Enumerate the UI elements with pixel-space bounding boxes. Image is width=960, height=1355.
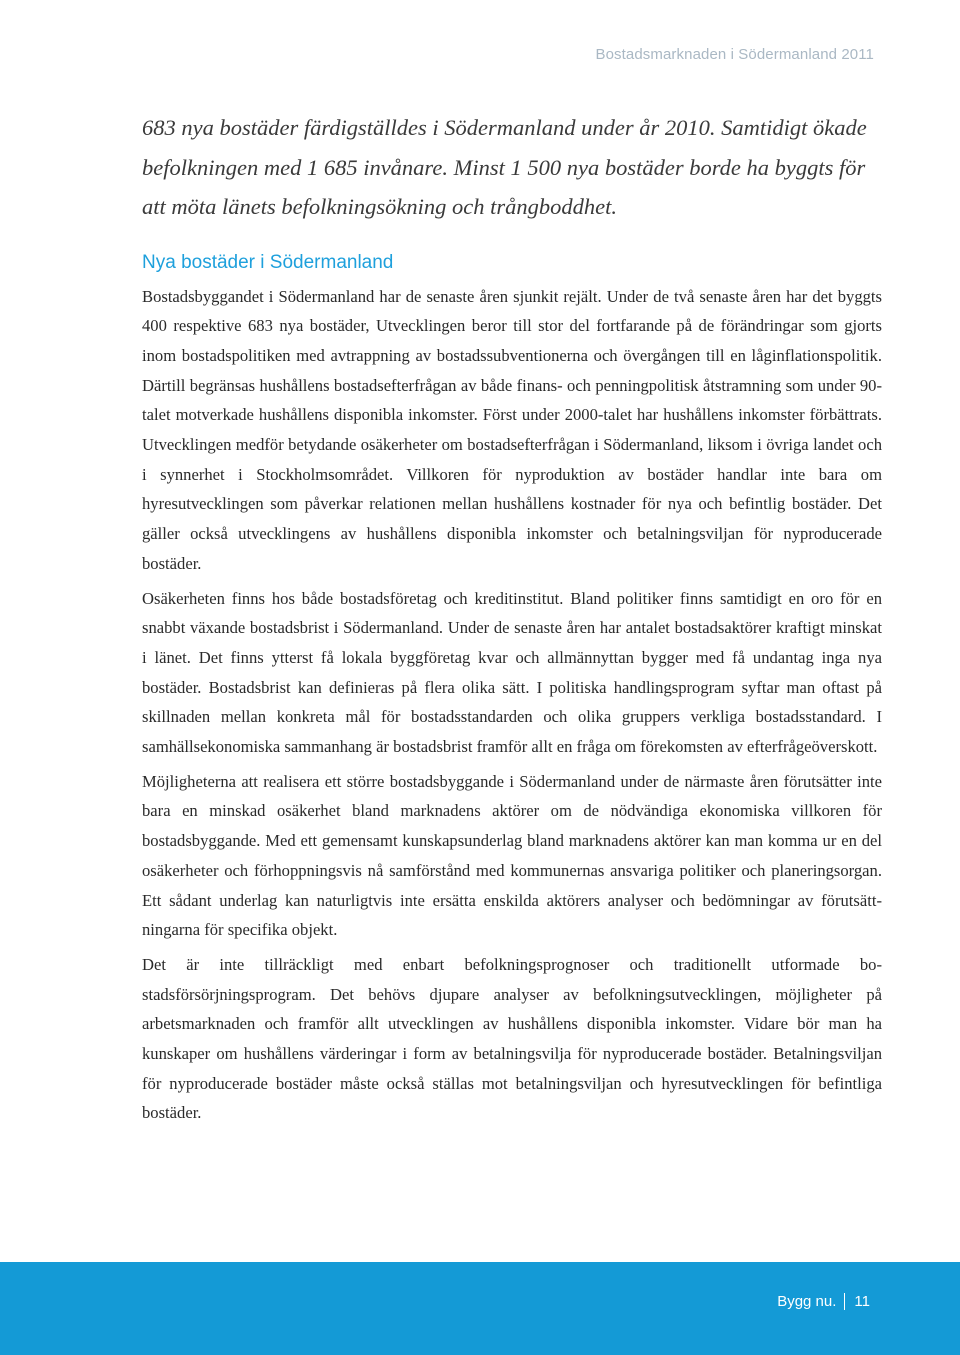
body-paragraph: Möjligheterna att realisera ett större bostadsbyggande i Södermanland under de närmaste åren förutsätter inte bara en minskad osäkerhet bland marknadens aktörer om de nödvändiga ekonomiska villkoren för bostadsbyggande. Med ett gemensamt kunskapsunderlag bland marknadens aktörer kan man komma ur en del osäkerheter och förhoppningsvis nå samförstånd med kommunernas ansvariga politiker och planeringsorgan. Ett sådant underlag kan naturligtvis inte ersätta enskilda aktörers analyser och bedömningar av förutsättningarna för specifika objekt. — [142, 771, 882, 940]
section-heading: Nya bostäder i Södermanland — [142, 251, 394, 273]
footer-divider — [844, 1293, 845, 1310]
footer-bar — [0, 1262, 960, 1355]
page-content — [142, 108, 882, 1128]
running-header: Bostadsmarknaden i Södermanland 2011 — [595, 46, 874, 63]
body-paragraph: Det är inte tillräckligt med enbart befolkningsprognoser och traditionellt utformade bostadsförsörjningsprogram. Det behövs djupare analyser av befolkningsutvecklingen, möjligheter på arbetsmarknaden och framför allt utvecklingen av hushållens disponibla inkomster. Vidare bör man ha kunskaper om hushållens värderingar i form av betalningsvilja för nyproducerade bostäder. Betalningsviljan för nyproducerade bostäder måste också ställas mot betalningsviljan och hyresutvecklingen för befintliga bostäder. — [142, 954, 882, 1123]
publication-name: Bygg nu. — [777, 1293, 837, 1310]
intro-text: 683 nya bostäder färdigställdes i Södermanland under år 2010. Samtidigt ökade befolkningen med 1 685 invånare. Minst 1 500 nya bostäder borde ha byggts för att möta länets befolkningsökning och trångboddhet. — [142, 115, 867, 219]
body-paragraph: Osäkerheten finns hos både bostadsföretag och kreditinstitut. Bland politiker finns samtidigt en oro för en snabbt växande bostadsbrist i Södermanland. Under de senaste åren har antalet bostadsaktörer kraftigt minskat i länet. Det finns ytterst få lokala byggföretag kvar och allmännyttan bygger med få undantag inga nya bostäder. Bostadsbrist kan definieras på flera olika sätt. I politiska handlingsprogram syftar man oftast på skillnaden mellan konkreta mål för bostadsstandarden och olika gruppers verkliga bostadsstandard. I samhällsekonomiska sammanhang är bostadsbrist framför allt en fråga om förekomsten av efterfrågeöverskott. — [142, 588, 882, 757]
page-number: 11 — [854, 1293, 870, 1310]
footer-label — [777, 1293, 870, 1310]
body-paragraph: Bostadsbyggandet i Södermanland har de senaste åren sjunkit rejält. Under de två senaste åren har det byggts 400 respektive 683 nya bostäder, Utvecklingen beror till stor del fortfarande på de förändringar som gjorts inom bostadspolitiken med avtrappning av bostadssubventionerna och övergången till en låginflationspolitik. Därtill begränsas hushållens bostadsefterfrågan av både finans- och penningpolitisk åtstramning som under 90-talet motverkade hushållens disponibla inkomster. Först under 2000-talet har hushållens inkomster förbättrats. Utvecklingen medför betydande osäkerheter om bostadsefterfrågan i Södermanland, liksom i övriga landet och i synnerhet i Stockholmsområdet. Villkoren för nyproduktion av bostäder handlar inte bara om hyresutvecklingen som påverkar relationen mellan hushållens kostnader för nya och befintlig bostäder. Det gäller också utvecklingens av hushållens disponibla inkomster och betalningsviljan för nyproducerade bostäder. — [142, 286, 882, 573]
